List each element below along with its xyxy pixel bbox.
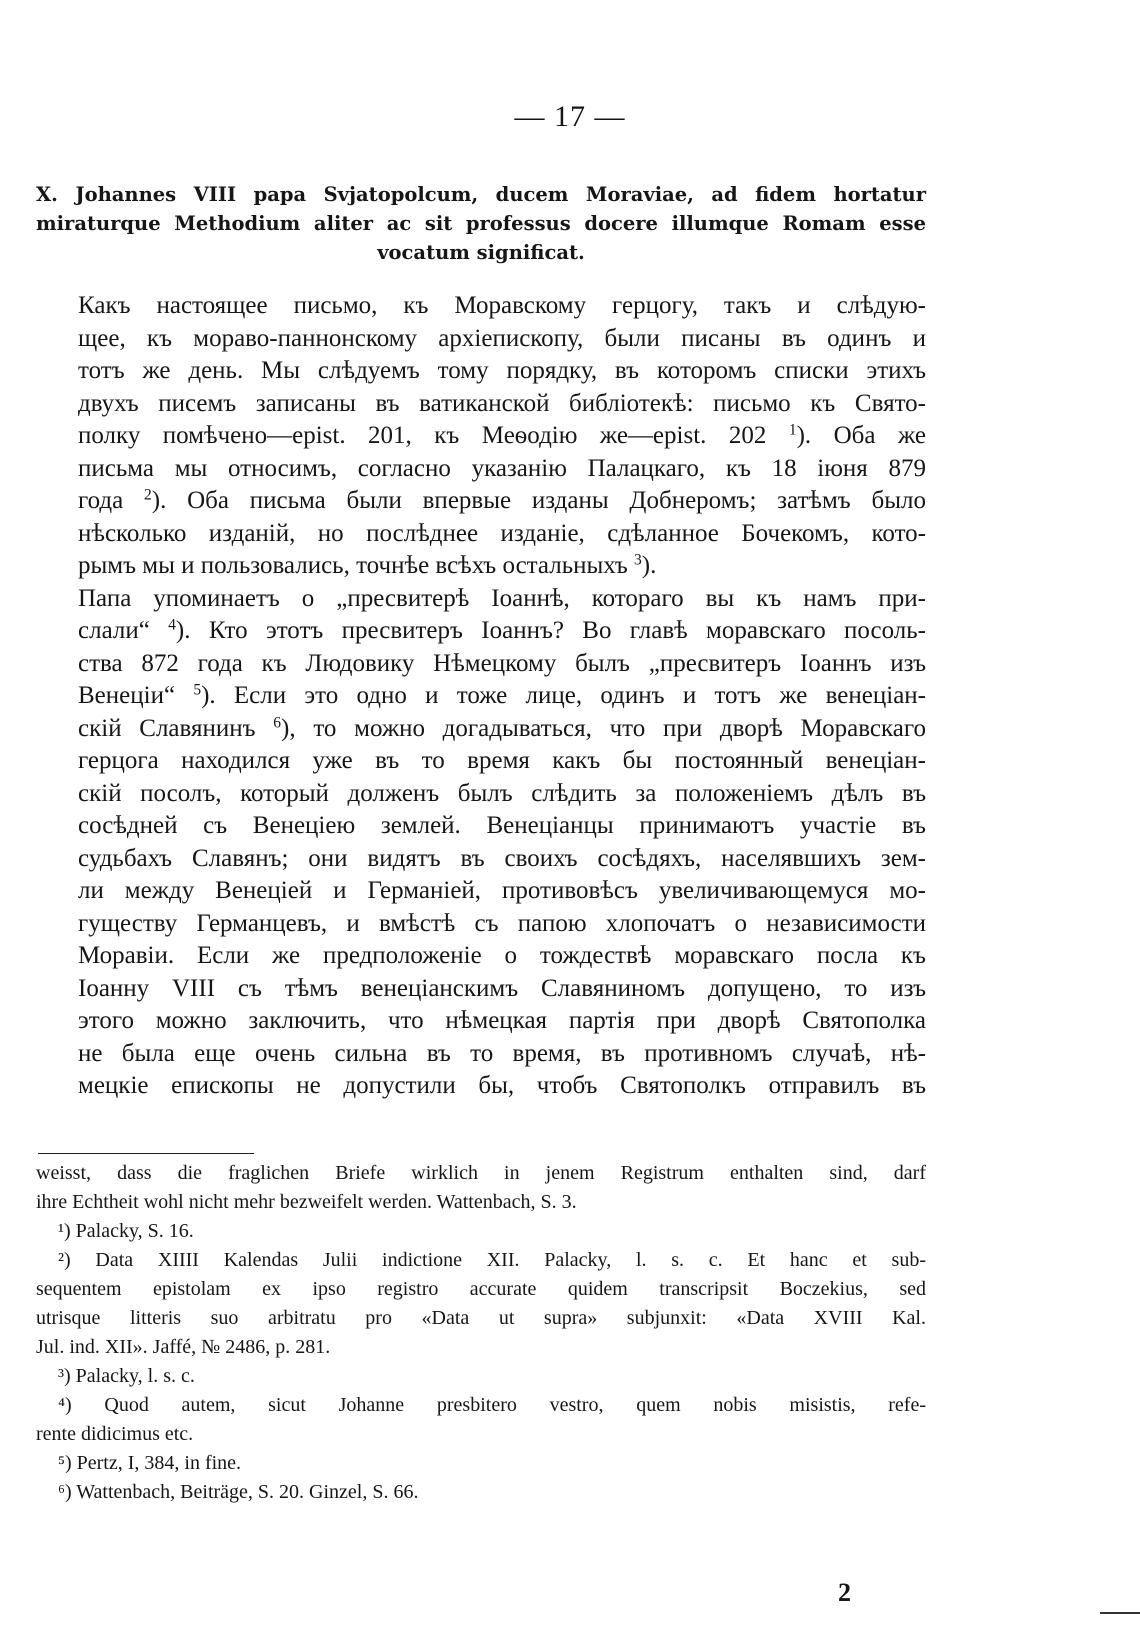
footnote-ref: 5 [193, 681, 202, 699]
footnote-line: Jul. ind. XII». Jaffé, № 2486, p. 281. [36, 1336, 331, 1358]
footnote-mark: ³) [58, 1365, 71, 1387]
footnote-ref: 4 [168, 616, 176, 634]
footnote-text: Quod autem, sicut Johanne presbitero vestro, quem nobis misistis, refe- [104, 1394, 926, 1416]
footnote-line: weisst, dass die fraglichen Briefe wirklich in jenem Registrum enthalten sind, darf [36, 1162, 926, 1184]
footnote-ref: 2 [144, 486, 152, 504]
text-line: тотъ же день. Мы слѣдуемъ тому порядку, въ которомъ списки этихъ [78, 357, 926, 384]
footnote-mark: ⁵) [58, 1452, 72, 1474]
edge-dash [1100, 1612, 1140, 1614]
footnote-mark: ⁴) [58, 1394, 72, 1416]
text-line [78, 485, 926, 518]
footnote-ref: 3 [634, 551, 642, 569]
heading-line: vocatum significat. [377, 241, 585, 264]
text-line [78, 680, 926, 713]
text-line [78, 615, 926, 648]
text-line: сосѣдней съ Венеціею землей. Венеціанцы принимаютъ участіе въ [78, 812, 926, 839]
text-fragment: скій Славянинъ [78, 714, 256, 742]
section-heading [36, 180, 926, 267]
text-fragment: ). [641, 552, 657, 579]
text-line: щее, къ мораво-паннонскому архіепископу, были писаны въ одинъ и [78, 324, 926, 352]
text-line [78, 420, 926, 453]
footnote-mark: ²) [58, 1249, 71, 1271]
text-line: гуществу Германцевъ, и вмѣстѣ съ папою хлопочатъ о независимости [78, 909, 926, 937]
text-fragment: ), то можно догадываться, что при дворѣ Моравскаго [281, 714, 926, 742]
text-line [78, 713, 926, 746]
text-fragment: рымъ мы и пользовались, точнѣе всѣхъ остальныхъ [78, 552, 628, 579]
text-line: двухъ писемъ записаны въ ватиканской библіотекѣ: письмо къ Свято- [78, 389, 926, 417]
text-line: Папа упоминаетъ о „пресвитерѣ Іоаннѣ, котораго вы къ намъ при- [78, 584, 926, 612]
text-line [78, 550, 926, 583]
text-fragment: ). Если это одно и тоже лице, одинъ и тотъ же венеціан- [201, 682, 926, 709]
footnote-3 [36, 1362, 926, 1391]
text-line: герцога находился уже въ то время какъ бы постоянный венеціан- [78, 747, 926, 774]
footnote-2 [36, 1246, 926, 1275]
text-line: этого можно заключить, что нѣмецкая партія при дворѣ Святополка [78, 1007, 926, 1034]
footnote-1 [36, 1217, 926, 1246]
text-fragment: ). Оба же [796, 422, 926, 449]
heading-line: X. Johannes VIII papa Svjatopolcum, ducem Moraviae, ad fidem hortatur [36, 183, 926, 206]
text-line: мецкіе епископы не допустили бы, чтобъ Святополкъ отправилъ въ [78, 1072, 926, 1099]
text-line: ли между Венеціей и Германіей, противовѣсъ увеличивающемуся мо- [78, 877, 926, 904]
footnote-text: Wattenbach, Beiträge, S. 20. Ginzel, S. 66. [76, 1481, 419, 1503]
signature-mark: 2 [838, 1578, 851, 1607]
text-fragment: ). Оба письма были впервые изданы Добнеромъ; затѣмъ было [151, 487, 926, 514]
text-fragment: года [78, 487, 124, 514]
text-fragment: Венеціи“ [78, 682, 176, 709]
heading-line: miraturque Methodium aliter ac sit professus docere illumque Romam esse [36, 212, 926, 235]
footnote-line: utrisque litteris suo arbitratu pro «Data ut supra» subjunxit: «Data XVIII Kal. [36, 1307, 926, 1329]
footnote-text: Data XIIII Kalendas Julii indictione XII. Palacky, l. s. c. Et hanc et sub- [95, 1249, 926, 1271]
page-number: — 17 — [514, 100, 626, 133]
footnote-5 [36, 1449, 926, 1478]
footnote-line: rente didicimus etc. [36, 1423, 194, 1445]
text-line: Моравіи. Если же предположеніе о тождествѣ моравскаго посла къ [78, 942, 926, 969]
footnote-mark: ¹) [58, 1220, 71, 1242]
text-fragment: ). Кто этотъ пресвитеръ Іоаннъ? Во главѣ моравскаго посоль- [175, 617, 926, 644]
footnote-line: sequentem epistolam ex ipso registro accurate quidem transcripsit Boczekius, sed [36, 1278, 926, 1300]
footnote-6 [36, 1478, 926, 1507]
text-line: письма мы относимъ, согласно указанію Палацкаго, къ 18 іюня 879 [78, 454, 926, 482]
footnote-mark: ⁶) [58, 1481, 72, 1503]
text-line: скій посолъ, который долженъ былъ слѣдить за положеніемъ дѣлъ въ [78, 779, 926, 807]
main-text [78, 290, 926, 1103]
text-line: Какъ настоящее письмо, къ Моравскому герцогу, такъ и слѣдую- [78, 292, 926, 319]
text-line: Іоанну VIII съ тѣмъ венеціанскимъ Славяниномъ допущено, то изъ [78, 974, 926, 1002]
footnote-text: Palacky, S. 16. [75, 1220, 194, 1242]
footnote-ref: 6 [273, 713, 282, 731]
footnotes [36, 1159, 926, 1507]
footnote-text: Palacky, l. s. c. [75, 1365, 195, 1387]
text-line: не была еще очень сильна въ то время, въ противномъ случаѣ, нѣ- [78, 1039, 926, 1067]
text-line: нѣсколько изданій, но послѣднее изданіе, сдѣланное Бочекомъ, кото- [78, 519, 926, 547]
footnote-line: ihre Echtheit wohl nicht mehr bezweifelt werden. Wattenbach, S. 3. [36, 1191, 577, 1213]
footnote-ref: 1 [788, 421, 797, 439]
footnote-divider [38, 1153, 254, 1154]
text-fragment: полку помѣчено—epist. 201, къ Меѳодію же—epist. 202 [78, 422, 767, 449]
footnote-4 [36, 1391, 926, 1420]
footnote-text: Pertz, I, 384, in fine. [76, 1452, 242, 1474]
text-line: ства 872 года къ Людовику Нѣмецкому былъ „пресвитеръ Іоаннъ изъ [78, 649, 926, 677]
text-line: судьбахъ Славянъ; они видятъ въ своихъ сосѣдяхъ, населявшихъ зем- [78, 844, 926, 872]
text-fragment: слали“ [78, 617, 150, 644]
